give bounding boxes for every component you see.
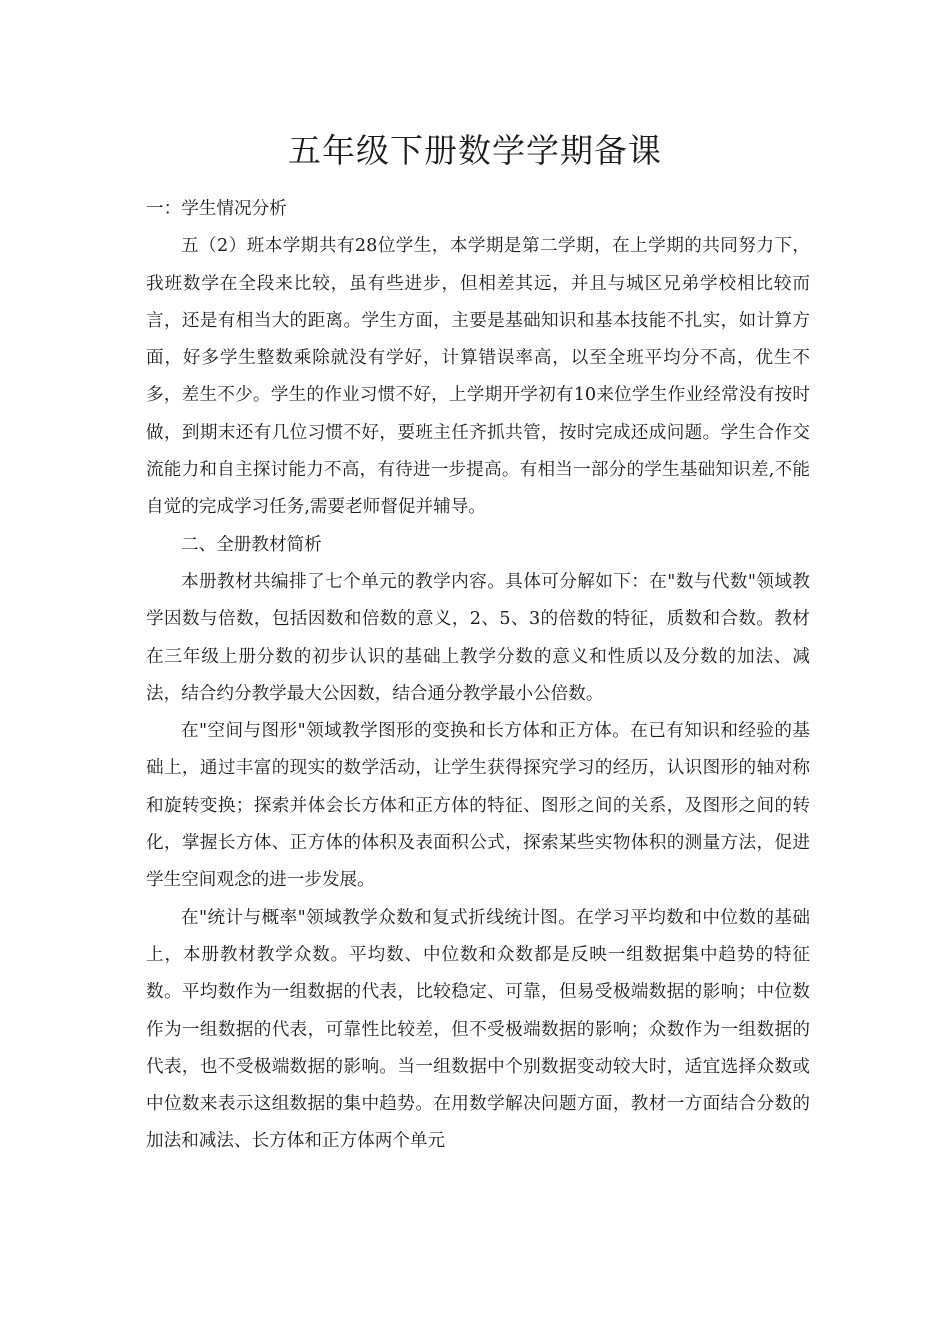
document-title: 五年级下册数学学期备课 — [288, 131, 662, 170]
paragraph-number-algebra: 本册教材共编排了七个单元的教学内容。具体可分解如下：在"数与代数"领域教学因数与倍数，包括因数和倍数的意义，2、5、3的倍数的特征，质数和合数。教材在三年级上册分数的初步认识的基础上教学分数的意义和性质以及分数的加法、减法，结合约分教学最大公因数，结合通分教学最小公倍数。 — [146, 571, 810, 704]
paragraph-space-geometry: 在"空间与图形"领域教学图形的变换和长方体和正方体。在已有知识和经验的基础上，通过丰富的现实的数学活动，让学生获得探究学习的经历，认识图形的轴对称和旋转变换；探索并体会长方体和正方体的特征、图形之间的关系，及图形之间的转化，掌握长方体、正方体的体积及表面积公式，探索某些实物体积的测量方法，促进学生空间观念的进一步发展。 — [146, 721, 810, 891]
section-heading-student-analysis: 一：学生情况分析 — [146, 199, 287, 219]
paragraph-statistics-probability: 在"统计与概率"领域教学众数和复式折线统计图。在学习平均数和中位数的基础上，本册教材教学众数。平均数、中位数和众数都是反映一组数据集中趋势的特征数。平均数作为一组数据的代表，比较稳定、可靠，但易受极端数据的影响；中位数作为一组数据的代表，可靠性比较差，但不受极端数据的影响；众数作为一组数据的代表，也不受极端数据的影响。当一组数据中个别数据变动较大时，适宜选择众数或中位数来表示这组数据的集中趋势。在用数学解决问题方面，教材一方面结合分数的加法和减法、长方体和正方体两个单元 — [146, 907, 810, 1152]
paragraph-student-analysis: 五（2）班本学期共有28位学生，本学期是第二学期，在上学期的共同努力下，我班数学在全段来比较，虽有些进步，但相差其远，并且与城区兄弟学校相比较而言，还是有相当大的距离。学生方面，主要是基础知识和基本技能不扎实，如计算方面，好多学生整数乘除就没有学好，计算错误率高，以至全班平均分不高，优生不多，差生不少。学生的作业习惯不好，上学期开学初有10来位学生作业经常没有按时做，到期末还有几位习惯不好，要班主任齐抓共管，按时完成还成问题。学生合作交流能力和自主探讨能力不高，有待进一步提高。有相当一部分的学生基础知识差,不能自觉的完成学习任务,需要老师督促并辅导。 — [146, 236, 810, 518]
section-heading-textbook-overview: 二、全册教材简析 — [181, 534, 322, 555]
document-body — [146, 191, 810, 1161]
